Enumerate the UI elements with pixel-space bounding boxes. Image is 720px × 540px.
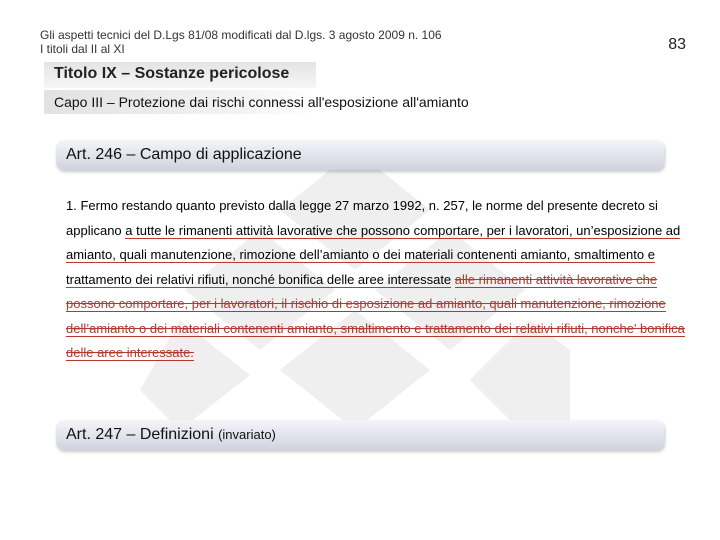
header-title: Gli aspetti tecnici del D.Lgs 81/08 modificati dal D.lgs. 3 agosto 2009 n. 106 bbox=[40, 28, 442, 42]
chapter-box bbox=[44, 90, 469, 114]
paragraph-text-intro: 1. Fermo restando quanto previsto dalla legge 27 marzo 1992, n. 257, le norme del presente decreto si applicano bbox=[66, 198, 658, 238]
article-246-paragraph bbox=[66, 194, 686, 366]
article-247-title: Art. 247 – Definizioni bbox=[66, 426, 214, 443]
paragraph-text-deleted: alle rimanenti attività lavorative che possono comportare, per i lavoratori, il rischio di esposizione ad amianto, quali manutenzione, rimozione dell’amianto o dei materiali contenenti amianto, smaltimento e trattamento dei relativi rifiuti, nonche' bonifica delle aree interessate. bbox=[66, 271, 685, 360]
header-subtitle: I titoli dal II al XI bbox=[40, 42, 125, 56]
article-246-title: Art. 246 – Campo di applicazione bbox=[66, 146, 302, 163]
chapter-title: Capo III – Protezione dai rischi connessi all'esposizione all'amianto bbox=[54, 94, 469, 110]
article-247-note: (invariato) bbox=[218, 427, 276, 442]
section-title-box bbox=[44, 62, 316, 88]
article-247-bar bbox=[56, 420, 664, 450]
article-246-bar bbox=[56, 140, 664, 170]
paragraph-text-new: a tutte le rimanenti attività lavorative che possono comportare, per i lavoratori, un’esposizione ad amianto, quali manutenzione, rimozione dell’amianto o dei materiali contenenti amianto, smaltimento e trattamento dei relativi rifiuti, nonché bonifica delle aree interessate bbox=[66, 222, 681, 287]
section-title: Titolo IX – Sostanze pericolose bbox=[54, 65, 290, 82]
page-number: 83 bbox=[668, 36, 686, 53]
